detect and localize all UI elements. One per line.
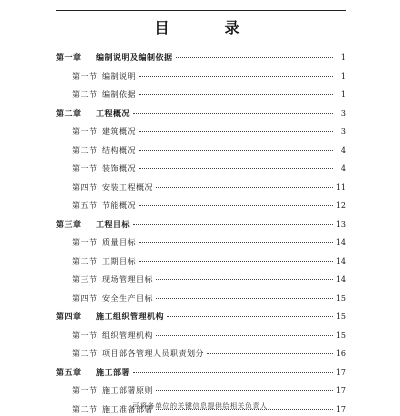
toc-entry-number: 第四节 [72, 294, 98, 303]
toc-entry-title: 施工组织管理机构 [96, 311, 164, 321]
toc-page-number: 17 [335, 386, 346, 395]
toc-entry-label [56, 310, 164, 323]
toc-dot-leader [156, 279, 333, 280]
toc-section-row[interactable] [72, 236, 346, 249]
toc-page-number: 15 [335, 331, 346, 340]
toc-entry-title: 节能概况 [102, 201, 136, 210]
toc-page-number: 12 [335, 201, 346, 210]
toc-entry-label [72, 199, 136, 212]
toc-entry-number: 第一节 [72, 238, 98, 247]
toc-dot-leader [167, 316, 333, 317]
toc-dot-leader [176, 57, 334, 58]
toc-section-row[interactable] [72, 384, 346, 397]
toc-entry-label [72, 347, 204, 360]
toc-page-number: 11 [335, 183, 346, 192]
toc-dot-leader [156, 187, 333, 188]
toc-entry-label [72, 144, 136, 157]
toc-dot-leader [139, 205, 333, 206]
toc-entry-label [56, 218, 130, 231]
toc-entry-number: 第二节 [72, 90, 98, 99]
toc-dot-leader [133, 113, 333, 114]
toc-dot-leader [139, 242, 333, 243]
toc-entry-title: 编制依据 [102, 90, 136, 99]
page-footer: 可将各单位的关键信息提供给相关负责人 [132, 402, 268, 410]
toc-entry-label [72, 329, 153, 342]
toc-page-number: 14 [335, 257, 346, 266]
toc-page-number: 3 [340, 109, 346, 118]
toc-page-number: 16 [335, 349, 346, 358]
toc-entry-title: 建筑概况 [102, 127, 136, 136]
toc-section-row[interactable] [72, 199, 346, 212]
toc-entry-number: 第一节 [72, 386, 98, 395]
toc-entry-label [56, 107, 130, 120]
toc-page-number: 1 [340, 72, 346, 81]
toc-page-number: 1 [340, 90, 346, 99]
toc-dot-leader [139, 168, 333, 169]
toc-entry-number: 第四节 [72, 183, 98, 192]
toc-entry-label [72, 125, 136, 138]
toc-entry-number: 第二章 [56, 108, 82, 118]
toc-section-row[interactable] [72, 125, 346, 138]
toc-dot-leader [207, 353, 333, 354]
toc-entry-number: 第一章 [56, 52, 82, 62]
toc-entry-number: 第五节 [72, 201, 98, 210]
toc-entry-title: 质量目标 [102, 238, 136, 247]
toc-section-row[interactable] [72, 181, 346, 194]
toc-entry-number: 第一节 [72, 164, 98, 173]
toc-entry-title: 安全生产目标 [102, 294, 153, 303]
toc-entry-label [56, 366, 130, 379]
toc-entry-number: 第四章 [56, 311, 82, 321]
toc-section-row[interactable] [72, 329, 346, 342]
toc-dot-leader [139, 150, 333, 151]
toc-entry-title: 编制说明 [102, 72, 136, 81]
toc-chapter-row[interactable] [56, 107, 346, 120]
toc-entry-label [72, 181, 153, 194]
toc-entry-label [72, 384, 153, 397]
toc-entry-label [72, 88, 136, 101]
toc-entry-title: 工程目标 [96, 219, 130, 229]
toc-entry-label [72, 70, 136, 83]
toc-section-row[interactable] [72, 88, 346, 101]
toc-entry-title: 装饰概况 [102, 164, 136, 173]
toc-entry-title: 项目部各管理人员职责划分 [102, 349, 204, 358]
toc-chapter-row[interactable] [56, 218, 346, 231]
toc-entry-title: 现场管理目标 [102, 275, 153, 284]
toc-entry-label [56, 51, 173, 64]
toc-dot-leader [133, 224, 333, 225]
toc-entry-title: 施工部署 [96, 367, 130, 377]
toc-section-row[interactable] [72, 70, 346, 83]
toc-chapter-row[interactable] [56, 310, 346, 323]
toc-entry-number: 第三节 [72, 275, 98, 284]
toc-page-number: 14 [335, 275, 346, 284]
toc-section-row[interactable] [72, 347, 346, 360]
toc-entry-title: 安装工程概况 [102, 183, 153, 192]
toc-entry-number: 第二节 [72, 257, 98, 266]
toc-dot-leader [139, 261, 333, 262]
toc-entry-title: 施工部署原则 [102, 386, 153, 395]
toc-page-number: 1 [340, 53, 346, 62]
toc-entry-number: 第二节 [72, 405, 98, 414]
toc-entry-label [72, 162, 136, 175]
toc-section-row[interactable] [72, 162, 346, 175]
toc-entry-title: 工程概况 [96, 108, 130, 118]
toc-entry-label [72, 255, 136, 268]
toc-entry-title: 施工准备部署 [102, 405, 153, 414]
toc-dot-leader [133, 372, 333, 373]
toc-dot-leader [156, 390, 333, 391]
toc-page-number: 17 [335, 405, 346, 414]
toc-page-number: 3 [340, 127, 346, 136]
toc-entry-title: 编制说明及编制依据 [96, 52, 173, 62]
toc-entry-label [72, 292, 153, 305]
toc-dot-leader [156, 298, 333, 299]
toc-entry-number: 第二节 [72, 146, 98, 155]
toc-page-number: 4 [340, 146, 346, 155]
toc-entry-label [72, 273, 153, 286]
toc-section-row[interactable] [72, 255, 346, 268]
toc-entry-title: 组织管理机构 [102, 331, 153, 340]
toc-page-number: 15 [335, 312, 346, 321]
toc-page-number: 17 [335, 368, 346, 377]
toc-section-row[interactable] [72, 144, 346, 157]
toc-entry-number: 第五章 [56, 367, 82, 377]
toc-entry-title: 工期目标 [102, 257, 136, 266]
toc-entry-number: 第二节 [72, 349, 98, 358]
toc-entry-number: 第一节 [72, 72, 98, 81]
toc-entry-label [72, 236, 136, 249]
toc-page-number: 13 [335, 220, 346, 229]
toc-chapter-row[interactable] [56, 51, 346, 64]
toc-dot-leader [156, 335, 333, 336]
toc-entry-title: 结构概况 [102, 146, 136, 155]
page-title: 目 录 [154, 19, 260, 37]
toc-section-row[interactable] [72, 292, 346, 305]
toc-dot-leader [139, 131, 333, 132]
toc-dot-leader [139, 94, 333, 95]
toc-entry-number: 第一节 [72, 127, 98, 136]
toc-chapter-row[interactable] [56, 366, 346, 379]
toc-page-number: 15 [335, 294, 346, 303]
toc-entry-number: 第一节 [72, 331, 98, 340]
toc-section-row[interactable] [72, 273, 346, 286]
toc-page-number: 4 [340, 164, 346, 173]
toc-page-number: 14 [335, 238, 346, 247]
toc-entry-number: 第三章 [56, 219, 82, 229]
toc-dot-leader [139, 76, 333, 77]
